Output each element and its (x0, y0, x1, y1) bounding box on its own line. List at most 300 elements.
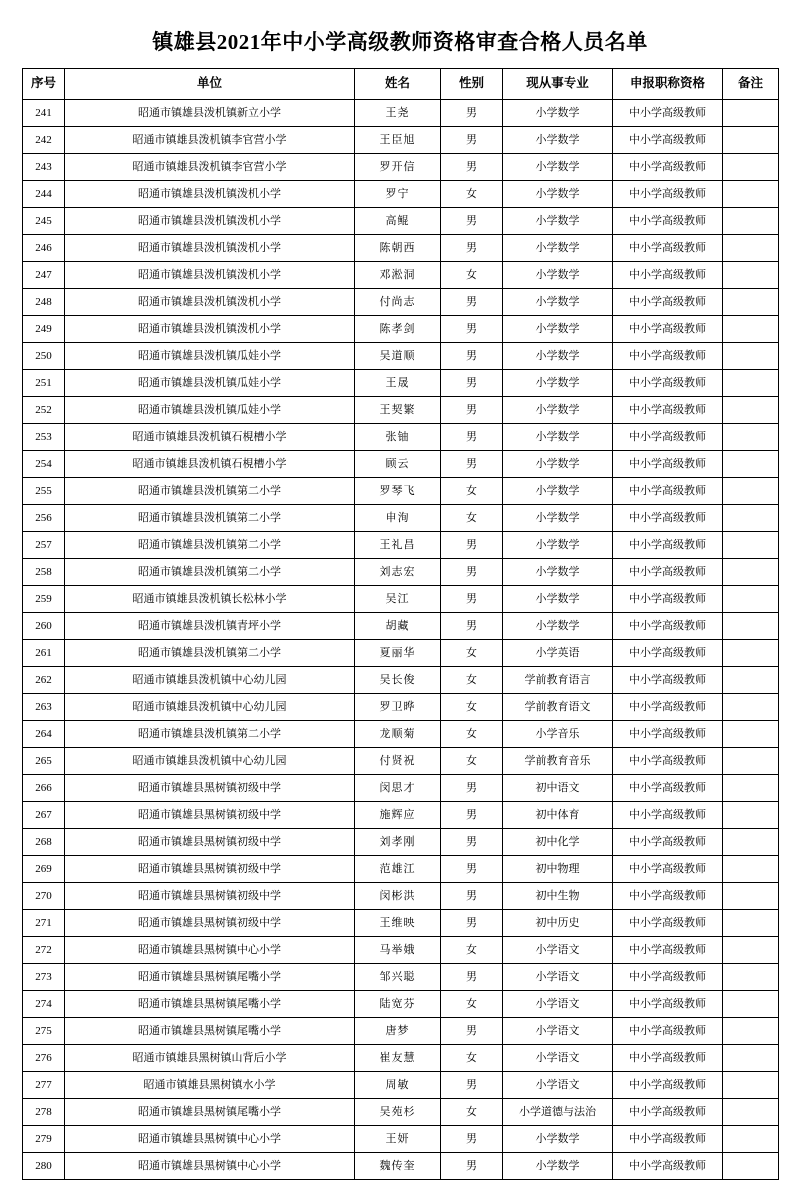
cell-major: 小学数学 (503, 505, 613, 532)
cell-remark (723, 883, 779, 910)
cell-seq: 273 (23, 964, 65, 991)
cell-seq: 242 (23, 127, 65, 154)
cell-seq: 253 (23, 424, 65, 451)
cell-name: 唐梦 (355, 1018, 441, 1045)
cell-title: 中小学高级教师 (613, 640, 723, 667)
cell-major: 小学音乐 (503, 721, 613, 748)
cell-name: 邹兴聪 (355, 964, 441, 991)
table-row (23, 478, 779, 505)
table-row (23, 154, 779, 181)
cell-gender: 男 (441, 1126, 503, 1153)
cell-remark (723, 370, 779, 397)
cell-gender: 女 (441, 640, 503, 667)
roster-table (22, 68, 779, 1180)
cell-title: 中小学高级教师 (613, 532, 723, 559)
cell-seq: 249 (23, 316, 65, 343)
cell-remark (723, 235, 779, 262)
cell-remark (723, 100, 779, 127)
page-title: 镇雄县2021年中小学高级教师资格审查合格人员名单 (152, 30, 648, 54)
cell-remark (723, 451, 779, 478)
cell-major: 小学数学 (503, 370, 613, 397)
table-row (23, 451, 779, 478)
cell-title: 中小学高级教师 (613, 694, 723, 721)
cell-gender: 男 (441, 1072, 503, 1099)
table-row (23, 397, 779, 424)
table-row (23, 802, 779, 829)
cell-major: 小学数学 (503, 316, 613, 343)
cell-unit: 昭通市镇雄县泼机镇中心幼儿园 (65, 694, 355, 721)
cell-name: 周敏 (355, 1072, 441, 1099)
cell-major: 小学数学 (503, 154, 613, 181)
cell-title: 中小学高级教师 (613, 667, 723, 694)
cell-unit: 昭通市镇雄县泼机镇泼机小学 (65, 208, 355, 235)
cell-seq: 279 (23, 1126, 65, 1153)
cell-unit: 昭通市镇雄县黑树镇中心小学 (65, 1153, 355, 1180)
cell-seq: 245 (23, 208, 65, 235)
cell-gender: 女 (441, 505, 503, 532)
cell-remark (723, 937, 779, 964)
table-row (23, 316, 779, 343)
cell-major: 小学数学 (503, 208, 613, 235)
table-row (23, 748, 779, 775)
cell-unit: 昭通市镇雄县黑树镇初级中学 (65, 829, 355, 856)
cell-gender: 女 (441, 478, 503, 505)
cell-gender: 男 (441, 802, 503, 829)
cell-title: 中小学高级教师 (613, 127, 723, 154)
cell-major: 小学数学 (503, 613, 613, 640)
cell-major: 初中化学 (503, 829, 613, 856)
cell-major: 学前教育音乐 (503, 748, 613, 775)
cell-name: 范雄江 (355, 856, 441, 883)
table-body (23, 100, 779, 1180)
table-row (23, 424, 779, 451)
cell-title: 中小学高级教师 (613, 1153, 723, 1180)
cell-remark (723, 775, 779, 802)
cell-remark (723, 1126, 779, 1153)
cell-gender: 男 (441, 964, 503, 991)
cell-unit: 昭通市镇雄县黑树镇中心小学 (65, 1126, 355, 1153)
cell-unit: 昭通市镇雄县黑树镇初级中学 (65, 856, 355, 883)
cell-major: 小学语文 (503, 1018, 613, 1045)
cell-remark (723, 478, 779, 505)
cell-remark (723, 505, 779, 532)
cell-title: 中小学高级教师 (613, 424, 723, 451)
cell-seq: 250 (23, 343, 65, 370)
cell-gender: 男 (441, 451, 503, 478)
cell-gender: 女 (441, 667, 503, 694)
cell-name: 闵思才 (355, 775, 441, 802)
cell-unit: 昭通市镇雄县泼机镇石梘槽小学 (65, 451, 355, 478)
cell-remark (723, 127, 779, 154)
table-row (23, 667, 779, 694)
cell-major: 小学语文 (503, 1045, 613, 1072)
cell-title: 中小学高级教师 (613, 559, 723, 586)
cell-major: 初中物理 (503, 856, 613, 883)
cell-major: 小学数学 (503, 235, 613, 262)
cell-unit: 昭通市镇雄县泼机镇泼机小学 (65, 235, 355, 262)
cell-seq: 280 (23, 1153, 65, 1180)
cell-unit: 昭通市镇雄县泼机镇第二小学 (65, 721, 355, 748)
cell-gender: 男 (441, 856, 503, 883)
cell-seq: 276 (23, 1045, 65, 1072)
table-row (23, 1072, 779, 1099)
cell-gender: 男 (441, 586, 503, 613)
cell-seq: 244 (23, 181, 65, 208)
cell-remark (723, 1099, 779, 1126)
cell-unit: 昭通市镇雄县泼机镇李官营小学 (65, 154, 355, 181)
cell-title: 中小学高级教师 (613, 1072, 723, 1099)
cell-name: 刘志宏 (355, 559, 441, 586)
cell-unit: 昭通市镇雄县黑树镇尾嘴小学 (65, 1018, 355, 1045)
cell-name: 申洵 (355, 505, 441, 532)
cell-unit: 昭通市镇雄县黑树镇初级中学 (65, 910, 355, 937)
cell-gender: 女 (441, 991, 503, 1018)
cell-gender: 男 (441, 1153, 503, 1180)
cell-gender: 男 (441, 1018, 503, 1045)
cell-major: 小学数学 (503, 343, 613, 370)
cell-title: 中小学高级教师 (613, 883, 723, 910)
cell-title: 中小学高级教师 (613, 748, 723, 775)
column-header-major: 现从事专业 (503, 69, 613, 100)
column-header-name: 姓名 (355, 69, 441, 100)
cell-seq: 275 (23, 1018, 65, 1045)
table-row (23, 1126, 779, 1153)
cell-major: 初中历史 (503, 910, 613, 937)
cell-unit: 昭通市镇雄县泼机镇第二小学 (65, 478, 355, 505)
cell-major: 学前教育语言 (503, 667, 613, 694)
table-row (23, 1099, 779, 1126)
cell-remark (723, 397, 779, 424)
cell-unit: 昭通市镇雄县泼机镇石梘槽小学 (65, 424, 355, 451)
cell-title: 中小学高级教师 (613, 1099, 723, 1126)
cell-seq: 254 (23, 451, 65, 478)
cell-major: 初中体育 (503, 802, 613, 829)
cell-gender: 男 (441, 775, 503, 802)
cell-unit: 昭通市镇雄县泼机镇第二小学 (65, 505, 355, 532)
cell-gender: 男 (441, 154, 503, 181)
cell-unit: 昭通市镇雄县泼机镇泼机小学 (65, 181, 355, 208)
cell-title: 中小学高级教师 (613, 316, 723, 343)
cell-name: 高鲲 (355, 208, 441, 235)
cell-major: 小学语文 (503, 1072, 613, 1099)
cell-remark (723, 991, 779, 1018)
cell-major: 小学语文 (503, 964, 613, 991)
table-row (23, 910, 779, 937)
cell-unit: 昭通市镇雄县泼机镇第二小学 (65, 640, 355, 667)
table-row (23, 856, 779, 883)
cell-unit: 昭通市镇雄县泼机镇李官营小学 (65, 127, 355, 154)
cell-name: 邓淞洞 (355, 262, 441, 289)
cell-name: 吴苑杉 (355, 1099, 441, 1126)
table-row (23, 370, 779, 397)
table-row (23, 964, 779, 991)
cell-seq: 258 (23, 559, 65, 586)
cell-seq: 241 (23, 100, 65, 127)
cell-name: 罗琴飞 (355, 478, 441, 505)
cell-name: 陆宽芬 (355, 991, 441, 1018)
cell-major: 小学语文 (503, 991, 613, 1018)
cell-major: 小学数学 (503, 1153, 613, 1180)
table-header (23, 69, 779, 100)
cell-name: 罗开信 (355, 154, 441, 181)
cell-remark (723, 559, 779, 586)
cell-seq: 247 (23, 262, 65, 289)
cell-title: 中小学高级教师 (613, 343, 723, 370)
cell-title: 中小学高级教师 (613, 478, 723, 505)
cell-name: 吴江 (355, 586, 441, 613)
cell-remark (723, 721, 779, 748)
table-row (23, 694, 779, 721)
table-row (23, 559, 779, 586)
table-row (23, 721, 779, 748)
cell-remark (723, 532, 779, 559)
cell-remark (723, 154, 779, 181)
cell-seq: 246 (23, 235, 65, 262)
cell-unit: 昭通市镇雄县黑树镇山背后小学 (65, 1045, 355, 1072)
cell-title: 中小学高级教师 (613, 586, 723, 613)
table-row (23, 343, 779, 370)
cell-name: 顾云 (355, 451, 441, 478)
cell-name: 夏丽华 (355, 640, 441, 667)
cell-seq: 256 (23, 505, 65, 532)
cell-seq: 255 (23, 478, 65, 505)
cell-seq: 269 (23, 856, 65, 883)
cell-name: 陈朝西 (355, 235, 441, 262)
cell-seq: 264 (23, 721, 65, 748)
table-row (23, 586, 779, 613)
cell-remark (723, 667, 779, 694)
cell-remark (723, 586, 779, 613)
table-row (23, 640, 779, 667)
cell-title: 中小学高级教师 (613, 1126, 723, 1153)
table-row (23, 1045, 779, 1072)
cell-name: 王维映 (355, 910, 441, 937)
cell-unit: 昭通市镇雄县黑树镇尾嘴小学 (65, 1099, 355, 1126)
cell-unit: 昭通市镇雄县黑树镇尾嘴小学 (65, 991, 355, 1018)
cell-seq: 257 (23, 532, 65, 559)
cell-name: 付贤祝 (355, 748, 441, 775)
table-row (23, 235, 779, 262)
cell-gender: 男 (441, 532, 503, 559)
cell-seq: 260 (23, 613, 65, 640)
column-header-seq: 序号 (23, 69, 65, 100)
cell-remark (723, 640, 779, 667)
cell-gender: 男 (441, 127, 503, 154)
table-row (23, 991, 779, 1018)
cell-remark (723, 1045, 779, 1072)
cell-remark (723, 208, 779, 235)
cell-remark (723, 343, 779, 370)
table-row (23, 1018, 779, 1045)
cell-unit: 昭通市镇雄县泼机镇中心幼儿园 (65, 667, 355, 694)
table-row (23, 208, 779, 235)
cell-unit: 昭通市镇雄县泼机镇新立小学 (65, 100, 355, 127)
cell-gender: 女 (441, 748, 503, 775)
cell-major: 小学数学 (503, 181, 613, 208)
column-header-remark: 备注 (723, 69, 779, 100)
cell-major: 小学数学 (503, 586, 613, 613)
table-row (23, 532, 779, 559)
cell-name: 王契繁 (355, 397, 441, 424)
cell-remark (723, 748, 779, 775)
cell-seq: 266 (23, 775, 65, 802)
cell-title: 中小学高级教师 (613, 370, 723, 397)
cell-name: 龙顺菊 (355, 721, 441, 748)
cell-unit: 昭通市镇雄县泼机镇泼机小学 (65, 289, 355, 316)
table-row (23, 262, 779, 289)
cell-seq: 263 (23, 694, 65, 721)
cell-major: 学前教育语文 (503, 694, 613, 721)
cell-title: 中小学高级教师 (613, 262, 723, 289)
cell-major: 小学数学 (503, 451, 613, 478)
cell-title: 中小学高级教师 (613, 991, 723, 1018)
cell-name: 马举娥 (355, 937, 441, 964)
cell-title: 中小学高级教师 (613, 397, 723, 424)
cell-name: 王臣旭 (355, 127, 441, 154)
cell-major: 初中生物 (503, 883, 613, 910)
cell-unit: 昭通市镇雄县黑树镇初级中学 (65, 775, 355, 802)
cell-seq: 262 (23, 667, 65, 694)
cell-gender: 女 (441, 694, 503, 721)
cell-unit: 昭通市镇雄县黑树镇初级中学 (65, 802, 355, 829)
cell-unit: 昭通市镇雄县黑树镇尾嘴小学 (65, 964, 355, 991)
cell-seq: 251 (23, 370, 65, 397)
cell-seq: 252 (23, 397, 65, 424)
cell-seq: 270 (23, 883, 65, 910)
cell-title: 中小学高级教师 (613, 289, 723, 316)
cell-name: 王晟 (355, 370, 441, 397)
cell-gender: 男 (441, 397, 503, 424)
cell-unit: 昭通市镇雄县泼机镇瓜娃小学 (65, 343, 355, 370)
cell-name: 王尧 (355, 100, 441, 127)
cell-seq: 243 (23, 154, 65, 181)
cell-unit: 昭通市镇雄县泼机镇瓜娃小学 (65, 370, 355, 397)
cell-title: 中小学高级教师 (613, 856, 723, 883)
cell-major: 小学数学 (503, 127, 613, 154)
cell-major: 初中语文 (503, 775, 613, 802)
cell-seq: 261 (23, 640, 65, 667)
cell-title: 中小学高级教师 (613, 937, 723, 964)
cell-name: 王妍 (355, 1126, 441, 1153)
cell-seq: 265 (23, 748, 65, 775)
cell-major: 小学道德与法治 (503, 1099, 613, 1126)
cell-unit: 昭通市镇雄县黑树镇初级中学 (65, 883, 355, 910)
cell-name: 张铀 (355, 424, 441, 451)
cell-name: 罗卫晔 (355, 694, 441, 721)
cell-gender: 男 (441, 910, 503, 937)
column-header-title: 申报职称资格 (613, 69, 723, 100)
cell-remark (723, 289, 779, 316)
cell-remark (723, 910, 779, 937)
cell-name: 魏传奎 (355, 1153, 441, 1180)
cell-title: 中小学高级教师 (613, 613, 723, 640)
cell-remark (723, 316, 779, 343)
cell-seq: 272 (23, 937, 65, 964)
cell-title: 中小学高级教师 (613, 1018, 723, 1045)
cell-major: 小学语文 (503, 937, 613, 964)
cell-title: 中小学高级教师 (613, 154, 723, 181)
cell-title: 中小学高级教师 (613, 100, 723, 127)
cell-name: 胡藏 (355, 613, 441, 640)
cell-remark (723, 964, 779, 991)
cell-major: 小学数学 (503, 289, 613, 316)
cell-gender: 男 (441, 208, 503, 235)
cell-name: 王礼昌 (355, 532, 441, 559)
cell-gender: 男 (441, 883, 503, 910)
cell-name: 闵彬洪 (355, 883, 441, 910)
cell-major: 小学数学 (503, 424, 613, 451)
cell-title: 中小学高级教师 (613, 235, 723, 262)
table-row (23, 775, 779, 802)
cell-remark (723, 1153, 779, 1180)
cell-unit: 昭通市镇雄县泼机镇泼机小学 (65, 262, 355, 289)
cell-remark (723, 829, 779, 856)
cell-gender: 女 (441, 721, 503, 748)
table-row (23, 1153, 779, 1180)
cell-title: 中小学高级教师 (613, 208, 723, 235)
cell-major: 小学英语 (503, 640, 613, 667)
cell-major: 小学数学 (503, 478, 613, 505)
cell-gender: 男 (441, 316, 503, 343)
cell-unit: 昭通市镇雄县黑树镇中心小学 (65, 937, 355, 964)
cell-gender: 女 (441, 181, 503, 208)
cell-unit: 昭通市镇雄县泼机镇长松林小学 (65, 586, 355, 613)
cell-remark (723, 424, 779, 451)
cell-seq: 268 (23, 829, 65, 856)
cell-unit: 昭通市镇雄县泼机镇第二小学 (65, 532, 355, 559)
cell-gender: 男 (441, 424, 503, 451)
cell-gender: 男 (441, 613, 503, 640)
cell-unit: 昭通市镇雄县泼机镇青坪小学 (65, 613, 355, 640)
cell-remark (723, 802, 779, 829)
cell-major: 小学数学 (503, 559, 613, 586)
cell-seq: 274 (23, 991, 65, 1018)
cell-major: 小学数学 (503, 1126, 613, 1153)
cell-gender: 男 (441, 829, 503, 856)
cell-unit: 昭通市镇雄县泼机镇泼机小学 (65, 316, 355, 343)
cell-name: 刘孝刚 (355, 829, 441, 856)
cell-gender: 男 (441, 100, 503, 127)
cell-remark (723, 694, 779, 721)
cell-title: 中小学高级教师 (613, 910, 723, 937)
cell-seq: 267 (23, 802, 65, 829)
cell-name: 崔友慧 (355, 1045, 441, 1072)
cell-title: 中小学高级教师 (613, 802, 723, 829)
cell-title: 中小学高级教师 (613, 829, 723, 856)
cell-title: 中小学高级教师 (613, 775, 723, 802)
table-row (23, 829, 779, 856)
cell-gender: 男 (441, 289, 503, 316)
cell-remark (723, 262, 779, 289)
cell-name: 吴道顺 (355, 343, 441, 370)
cell-title: 中小学高级教师 (613, 1045, 723, 1072)
cell-unit: 昭通市镇雄县泼机镇第二小学 (65, 559, 355, 586)
cell-gender: 男 (441, 235, 503, 262)
cell-remark (723, 856, 779, 883)
column-header-gender: 性别 (441, 69, 503, 100)
cell-seq: 259 (23, 586, 65, 613)
table-row (23, 289, 779, 316)
cell-major: 小学数学 (503, 397, 613, 424)
table-row (23, 100, 779, 127)
table-row (23, 937, 779, 964)
cell-remark (723, 613, 779, 640)
cell-gender: 女 (441, 937, 503, 964)
cell-name: 罗宁 (355, 181, 441, 208)
cell-major: 小学数学 (503, 262, 613, 289)
cell-title: 中小学高级教师 (613, 181, 723, 208)
cell-seq: 278 (23, 1099, 65, 1126)
